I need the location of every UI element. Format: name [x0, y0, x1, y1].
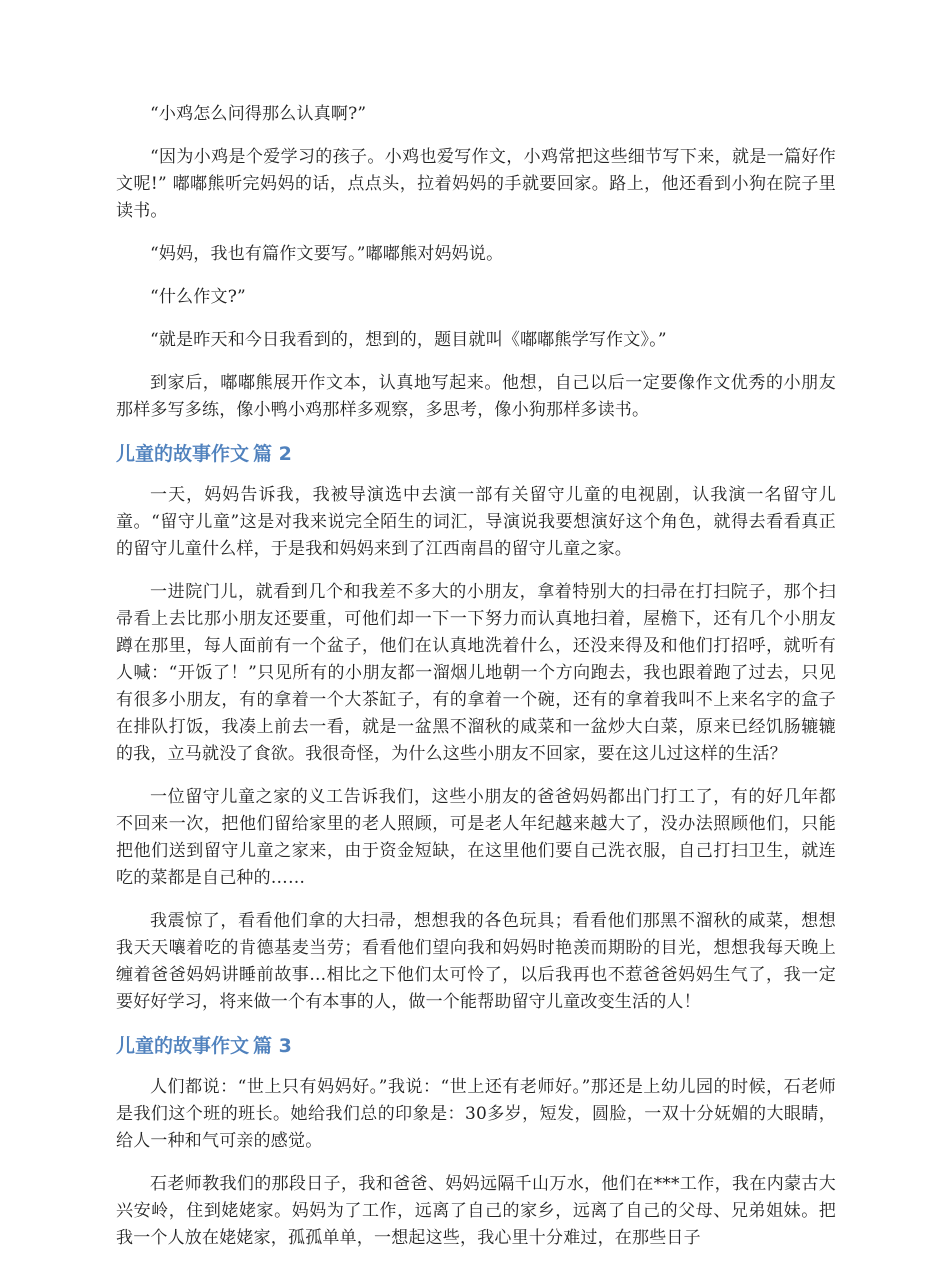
- document-page: [116, 101, 836, 1268]
- paragraph: “小鸡怎么问得那么认真啊?”: [150, 104, 367, 124]
- paragraph: 石老师教我们的那段日子，我和爸爸、妈妈远隔千山万水，他们在***工作，我在内蒙古大兴安岭，住到姥姥家。妈妈为了工作，远离了自己的家乡，远离了自己的父母、兄弟姐妹。把我一个人放在姥姥家，孤孤单单，一想起这些，我心里十分难过，在那些日子: [116, 1174, 836, 1248]
- section-number: 篇 3: [253, 1035, 292, 1057]
- section-title: 儿童的故事作文: [116, 1035, 250, 1057]
- paragraph: “因为小鸡是个爱学习的孩子。小鸡也爱写作文，小鸡常把这些细节写下来，就是一篇好作文呢!” 嘟嘟熊听完妈妈的话，点点头，拉着妈妈的手就要回家。路上，他还看到小狗在院子里读书。: [116, 147, 836, 221]
- section-heading-2: [116, 440, 836, 468]
- paragraph: 到家后，嘟嘟熊展开作文本，认真地写起来。他想，自己以后一定要像作文优秀的小朋友那样多写多练，像小鸭小鸡那样多观察，多思考，像小狗那样多读书。: [116, 373, 836, 420]
- paragraph: 一位留守儿童之家的义工告诉我们，这些小朋友的爸爸妈妈都出门打工了，有的好几年都不回来一次，把他们留给家里的老人照顾，可是老人年纪越来越大了，没办法照顾他们，只能把他们送到留守儿童之家来，由于资金短缺，在这里他们要自己洗衣服，自己打扫卫生，就连吃的菜都是自己种的……: [116, 787, 836, 888]
- section-title: 儿童的故事作文: [116, 443, 250, 465]
- paragraph: “妈妈，我也有篇作文要写。”嘟嘟熊对妈妈说。: [150, 244, 504, 264]
- paragraph: “什么作文?”: [150, 287, 246, 307]
- paragraph: 一天，妈妈告诉我，我被导演选中去演一部有关留守儿童的电视剧，认我演一名留守儿童。“留守儿童”这是对我来说完全陌生的词汇，导演说我要想演好这个角色，就得去看看真正的留守儿童什么样，于是我和妈妈来到了江西南昌的留守儿童之家。: [116, 485, 836, 559]
- paragraph: 一进院门儿，就看到几个和我差不多大的小朋友，拿着特别大的扫帚在打扫院子，那个扫帚看上去比那小朋友还要重，可他们却一下一下努力而认真地扫着，屋檐下，还有几个小朋友蹲在那里，每人面前有一个盆子，他们在认真地洗着什么，还没来得及和他们打招呼，就听有人喊：“开饭了！”只见所有的小朋友都一溜烟儿地朝一个方向跑去，我也跟着跑了过去，只见有很多小朋友，有的拿着一个大茶缸子，有的拿着一个碗，还有的拿着我叫不上来名字的盒子在排队打饭，我凑上前去一看，就是一盆黑不溜秋的咸菜和一盆炒大白菜，原来已经饥肠辘辘的我，立马就没了食欲。我很奇怪，为什么这些小朋友不回家，要在这儿过这样的生活？: [116, 582, 836, 764]
- paragraph: 我震惊了，看看他们拿的大扫帚，想想我的各色玩具；看看他们那黑不溜秋的咸菜，想想我天天嚷着吃的肯德基麦当劳；看看他们望向我和妈妈时艳羡而期盼的目光，想想我每天晚上缠着爸爸妈妈讲睡前故事...相比之下他们太可怜了，以后我再也不惹爸爸妈妈生气了，我一定要好好学习，将来做一个有本事的人，做一个能帮助留守儿童改变生活的人！: [116, 911, 836, 1012]
- section-heading-3: [116, 1032, 836, 1060]
- paragraph: “就是昨天和今日我看到的，想到的，题目就叫《嘟嘟熊学写作文》。”: [150, 330, 667, 350]
- section-number: 篇 2: [253, 443, 292, 465]
- paragraph: 人们都说：“世上只有妈妈好。”我说：“世上还有老师好。”那还是上幼儿园的时候，石老师是我们这个班的班长。她给我们总的印象是：30多岁，短发，圆脸，一双十分妩媚的大眼睛，给人一种和气可亲的感觉。: [116, 1077, 836, 1151]
